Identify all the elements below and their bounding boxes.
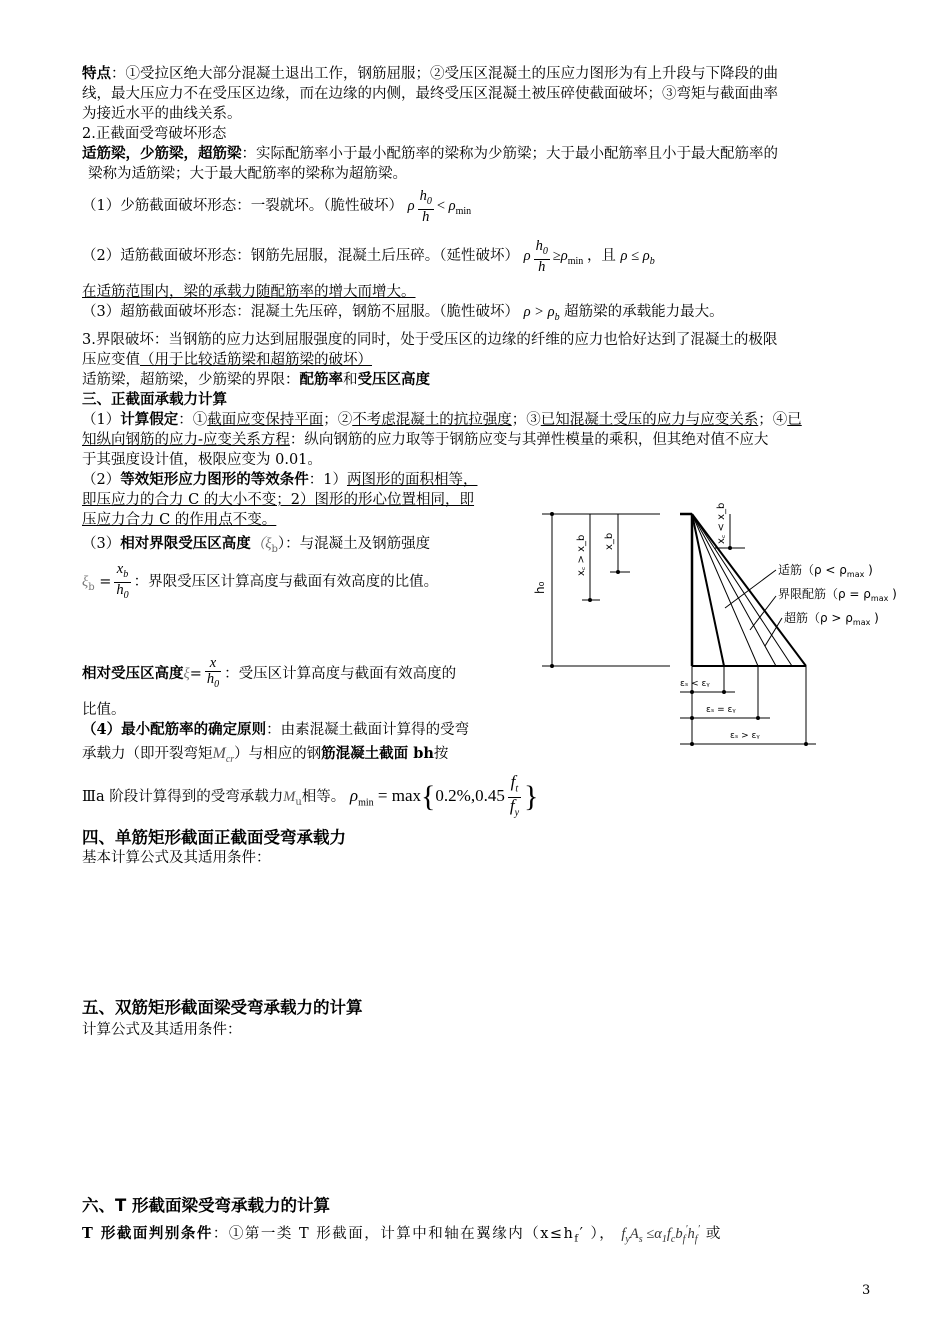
formula-balanced-limit xyxy=(620,248,655,267)
text: 最小配筋率的确定原则 xyxy=(121,721,267,738)
sub: min xyxy=(455,205,472,217)
text: ：纵向钢筋的应力取等于钢筋应变与其弹性模量的乘积，但其绝对值不应大 xyxy=(289,432,769,448)
op: ≥ xyxy=(552,248,561,264)
para-relative-limit-formula xyxy=(82,560,512,604)
text: 筋混凝土截面 bh xyxy=(321,745,434,762)
sub: min xyxy=(358,797,374,809)
label: 相对受压区高度 xyxy=(82,665,184,682)
para-characteristics-line1 xyxy=(82,64,872,84)
op: < xyxy=(436,198,445,214)
den: h xyxy=(116,581,124,598)
value: 0.2%,0.45 xyxy=(435,786,505,805)
label: T 形截面判别条件 xyxy=(82,1224,213,1242)
para-beam-types-line1 xyxy=(82,144,872,164)
cond: ρ ≤ ρ xyxy=(620,248,650,264)
text: 两图形的面积相等， xyxy=(346,472,478,488)
text: 知纵向钢筋的应力-应变关系方程 xyxy=(82,432,290,448)
label-xb: x_b xyxy=(604,532,615,550)
text: ：由素混凝土截面计算得的受弯 xyxy=(266,722,470,738)
text: ：实际配筋率小于最小配筋率的梁称为少筋梁；大于最小配筋率且小于最大配筋率的 xyxy=(241,146,778,162)
sub: t xyxy=(515,783,519,795)
text: ；③ xyxy=(511,412,541,428)
failure-mode-2 xyxy=(82,236,872,276)
num: x xyxy=(116,560,124,577)
text: ）：与混凝土及钢筋强度 xyxy=(277,536,431,552)
label-xc-lt-xb: x꜀ < x_b xyxy=(716,502,727,544)
text: ：① xyxy=(178,412,208,428)
text: ：界限受压区计算高度与截面有效高度的比值。 xyxy=(133,574,439,590)
rho: ρ xyxy=(448,198,456,214)
text: （用于比较适筋梁和超筋梁的破坏） xyxy=(140,352,372,368)
text: 配筋率 xyxy=(299,371,343,388)
text: Ⅲa 阶段计算得到的受弯承载力 xyxy=(82,789,284,805)
den: f xyxy=(509,795,515,815)
num: h xyxy=(535,237,543,254)
text: （2）适筋截面破坏形态：钢筋先屈服，混凝土后压碎。（延性破坏） xyxy=(82,248,519,264)
leg-sub: max xyxy=(870,594,889,603)
sub: min xyxy=(567,255,584,267)
para-min-ratio-line2 xyxy=(82,744,512,770)
fraction xyxy=(114,562,130,603)
formula-under-reinforced xyxy=(407,187,472,225)
text: 超筋梁的承载能力最大。 xyxy=(564,304,724,320)
section-3-title: 三、正截面承载力计算 xyxy=(82,391,227,408)
symbol: M xyxy=(212,745,226,762)
label-characteristics: 特点 xyxy=(82,65,111,82)
text: （3）超筋截面破坏形态：混凝土先压碎，钢筋不屈服。（脆性破坏） xyxy=(82,304,519,320)
text: ：1） xyxy=(308,472,347,488)
para-equivalent-line2: 即压应力的合力 C 的大小不变；2）图形的形心位置相同，即 xyxy=(82,492,475,508)
para-assumptions-line1 xyxy=(82,410,872,430)
rho: ρ xyxy=(560,248,568,264)
para-balanced-failure-line1: 3.界限破坏：当钢筋的应力达到屈服强度的同时，处于受压区的边缘的纤维的应力也恰好达到了混凝土的极限 xyxy=(82,332,778,348)
strain-distribution-diagram xyxy=(530,490,930,750)
para-assumptions-line3: 于其强度设计值，极限应变为 0.01。 xyxy=(82,452,322,468)
formula-min-ratio: $\rho_{min} = \max\{0.2\%,0.45$ $\frac{f_t}{f_y}$ } xyxy=(349,772,539,818)
sub: u xyxy=(295,796,302,808)
sub: b xyxy=(271,543,278,555)
symbol: M xyxy=(283,789,296,805)
note-properly-reinforced: 在适筋范围内，梁的承载力随配筋率的增大而增大。 xyxy=(82,284,416,300)
text: 承载力（即开裂弯矩 xyxy=(82,746,213,762)
text: （3） xyxy=(82,536,121,552)
xi: ξ xyxy=(183,666,190,682)
text: （ξ xyxy=(250,536,272,552)
para-assumptions-line2 xyxy=(82,430,872,450)
eq: = xyxy=(99,574,112,590)
label-es-gt-ey: εₛ > εᵧ xyxy=(730,731,760,741)
text: 和 xyxy=(343,372,358,388)
sub: b xyxy=(649,255,655,267)
label-xc-gt-xb: x꜀ > x_b xyxy=(576,534,587,576)
section-5-body: 计算公式及其适用条件： xyxy=(82,1022,242,1038)
text: 相对界限受压区高度 xyxy=(120,535,251,552)
failure-mode-1 xyxy=(82,186,872,226)
eq: = xyxy=(189,666,202,682)
label-es-eq-ey: εₛ = εᵧ xyxy=(706,705,736,715)
text: 压应变值 xyxy=(82,352,140,368)
para-relative-height xyxy=(82,652,512,696)
num: h xyxy=(419,187,427,204)
para-min-ratio-line1 xyxy=(82,720,512,740)
formula-properly-reinforced xyxy=(523,237,587,275)
text: ；② xyxy=(323,412,353,428)
text: ：受压区计算高度与截面有效高度的 xyxy=(224,666,457,682)
text: （1）少筋截面破坏形态：一裂就坏。（脆性破坏） xyxy=(82,198,403,214)
formula-over-reinforced xyxy=(523,304,560,323)
fraction xyxy=(205,656,221,692)
text: 相等。 xyxy=(301,789,346,805)
rho: ρ xyxy=(523,248,531,264)
text: 受压区高度 xyxy=(357,371,430,388)
section-4-title: 四、单筋矩形截面正截面受弯承载力 xyxy=(82,828,346,847)
rho: ρ xyxy=(407,198,415,214)
text: （1） xyxy=(82,412,121,428)
label-h0: h₀ xyxy=(533,581,547,594)
leg-sub: max xyxy=(852,618,871,627)
text: ：①受拉区绝大部分混凝土退出工作，钢筋屈服；②受压区混凝土的压应力图形为有上升段与下降段的曲 xyxy=(111,66,778,82)
text: 已知混凝土受压的应力与应变关系 xyxy=(540,412,759,428)
text: 等效矩形应力图形的等效条件 xyxy=(120,471,309,488)
text: 或 xyxy=(705,1225,722,1242)
section-2-title: 2.正截面受弯破坏形态 xyxy=(82,126,227,142)
text: 计算假定 xyxy=(120,411,179,428)
fraction xyxy=(534,239,550,275)
text: 已 xyxy=(787,412,802,428)
failure-mode-3 xyxy=(82,302,872,328)
label-beam-types: 适筋梁，少筋梁，超筋梁 xyxy=(82,145,242,162)
sub: f xyxy=(574,1233,580,1245)
text: 截面应变保持平面 xyxy=(207,412,324,428)
cond: ρ > ρ xyxy=(523,304,555,320)
sub: 0 xyxy=(214,678,220,690)
para-t-section: T 形截面判别条件：①第一类 T 形截面，计算中和轴在翼缘内（$x\le h_f'$ ）， $f_yA_s \le\alpha_1f_cb_f'h_f'$ 或 xyxy=(82,1224,722,1245)
sub: 0 xyxy=(123,589,129,601)
sub: b xyxy=(123,568,129,580)
section-4-body: 基本计算公式及其适用条件： xyxy=(82,850,271,866)
section-5-title: 五、双筋矩形截面梁受弯承载力的计算 xyxy=(82,998,363,1017)
para-equivalent-line1 xyxy=(82,470,512,490)
sub: y xyxy=(514,806,520,818)
text: ，且 xyxy=(586,248,616,264)
num: f xyxy=(510,772,516,792)
fraction xyxy=(508,774,521,820)
sub: b xyxy=(88,581,95,593)
sub: 0 xyxy=(426,195,432,207)
legend-proper: 适筋（$\rho < \rho_{max}$ ) xyxy=(778,563,873,579)
leg-text: 超筋（ρ > ρ xyxy=(784,611,853,625)
rho: ρ xyxy=(349,786,359,805)
para-min-ratio-line3 xyxy=(82,772,872,820)
text: （2） xyxy=(82,472,121,488)
page-number: 3 xyxy=(862,1283,871,1298)
den: h xyxy=(422,208,430,225)
num: x xyxy=(205,656,221,672)
eq: = max xyxy=(377,786,421,805)
para-balanced-failure-line3 xyxy=(82,370,872,390)
text: ：①第一类 T 形截面，计算中和轴在翼缘内（x≤h xyxy=(212,1225,575,1242)
den: h xyxy=(206,671,215,688)
sub: b xyxy=(554,311,560,323)
para-balanced-failure-line2 xyxy=(82,350,872,370)
section-6-title: 六、T 形截面梁受弯承载力的计算 xyxy=(82,1196,330,1215)
sub: cr xyxy=(225,753,235,765)
para-beam-types-line2: 梁称为适筋梁；大于最大配筋率的梁称为超筋梁。 xyxy=(88,166,407,182)
text: （4） xyxy=(82,721,122,738)
leg-text: 界限配筋（ρ = ρ xyxy=(778,587,871,601)
legend-balanced: 界限配筋（$\rho = \rho_{max}$ ) xyxy=(778,587,897,603)
label-es-lt-ey: εₛ < εᵧ xyxy=(680,679,710,689)
leg-sub: max xyxy=(846,570,865,579)
text: 按 xyxy=(433,746,449,762)
xi: ξ xyxy=(82,574,89,590)
den: h xyxy=(538,258,546,275)
legend-over: 超筋（$\rho > \rho_{max}$ ) xyxy=(784,611,879,627)
text: ′ ）， xyxy=(579,1225,616,1242)
leg-text: 适筋（ρ < ρ xyxy=(778,563,847,577)
sub: 0 xyxy=(542,245,548,257)
para-equivalent-line3: 压应力合力 C 的作用点不变。 xyxy=(82,512,277,528)
text: ；④ xyxy=(758,412,788,428)
text: 不考虑混凝土的抗拉强度 xyxy=(352,412,512,428)
fraction xyxy=(418,189,434,225)
para-relative-limit-line1 xyxy=(82,534,512,560)
para-characteristics-line2: 线，最大压应力不在受压区边缘，而在边缘的内侧，最终受压区混凝土被压碎使截面破坏；③弯矩与截面曲率 xyxy=(82,86,778,102)
text: 适筋梁，超筋梁，少筋梁的界限： xyxy=(82,372,300,388)
para-relative-height-line2: 比值。 xyxy=(82,702,126,718)
para-characteristics-line3: 为接近水平的曲线关系。 xyxy=(82,106,242,122)
text: ）与相应的钢 xyxy=(234,746,322,762)
